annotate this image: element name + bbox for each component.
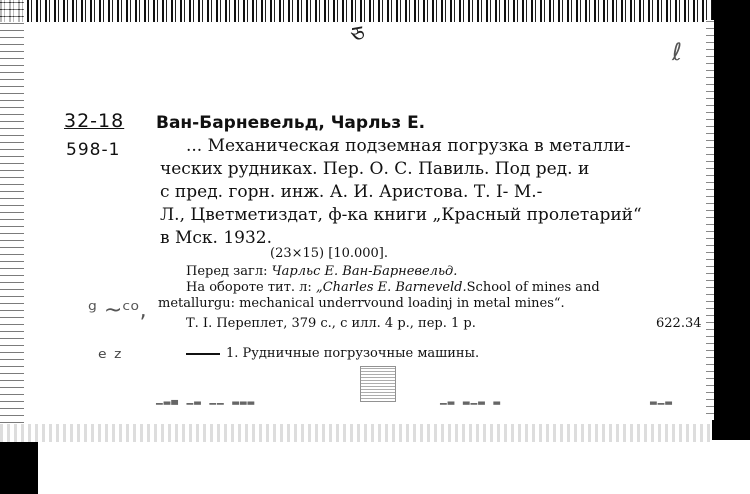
card-lower-margin: [38, 438, 750, 494]
call-number-secondary: 598-1: [66, 140, 121, 160]
body-line-3: с пред. горн. инж. А. И. Аристова. Т. I- М.-: [160, 182, 543, 202]
right-handwritten-mark: ℓ: [672, 38, 682, 66]
title-note-label: Перед загл:: [186, 264, 268, 279]
title-note: [186, 264, 457, 279]
faint-bleed-text-3: ▂▁▂: [650, 392, 673, 405]
scan-top-edge: [0, 0, 750, 22]
body-line-1: ... Механическая подземная погрузка в металли-: [186, 136, 631, 156]
body-line-5: в Мск. 1932.: [160, 228, 273, 248]
faint-bleed-text-2: ▁▂ ▂▁▂ ▂: [440, 392, 501, 405]
margin-scribble-2: ᵉ ᶻ: [98, 346, 123, 371]
subject-dash: [186, 353, 220, 355]
reverse-label: На обороте тит. л:: [186, 280, 312, 295]
volume-line: Т. I. Переплет, 379 с., с илл. 4 р., пер. 1 р.: [186, 316, 476, 331]
reverse-title-part1: School of mines and: [466, 280, 600, 295]
body-line-2: ческих рудниках. Пер. О. С. Павиль. Под ред. и: [160, 159, 590, 179]
margin-scribble-1: ᵍ ~ᶜᵒ,: [88, 298, 147, 323]
subject-line: [186, 346, 479, 361]
card-bottom-band: [0, 424, 712, 442]
reverse-title-continuation: metallurgu: mechanical underrvound loadinj in metal mines“.: [158, 296, 565, 311]
body-line-4: Л., Цветметиздат, ф-ка книги „Красный пролетарий“: [160, 205, 642, 225]
subject-text: 1. Рудничные погрузочные машины.: [226, 346, 480, 361]
scan-left-edge: [0, 0, 24, 440]
author-heading: Ван-Барневельд, Чарльз Е.: [156, 113, 426, 133]
call-number-primary: 32-18: [64, 110, 125, 132]
price-code: 622.34: [656, 316, 702, 331]
title-note-value: Чарльс Е. Ван-Барневельд.: [271, 264, 458, 279]
reverse-author: „Charles E. Barneveld.: [315, 280, 467, 295]
library-stamp: [360, 366, 396, 402]
format-line: (23×15) [10.000].: [270, 246, 389, 261]
card-right-edge: [706, 20, 714, 420]
reverse-title-note: [186, 280, 600, 295]
faint-bleed-text-1: ▁▂▃ ▁▂ ▁▁ ▂▂▂: [156, 392, 256, 405]
scan-right-border: [712, 0, 750, 440]
top-handwritten-mark: ཅ: [348, 22, 368, 50]
